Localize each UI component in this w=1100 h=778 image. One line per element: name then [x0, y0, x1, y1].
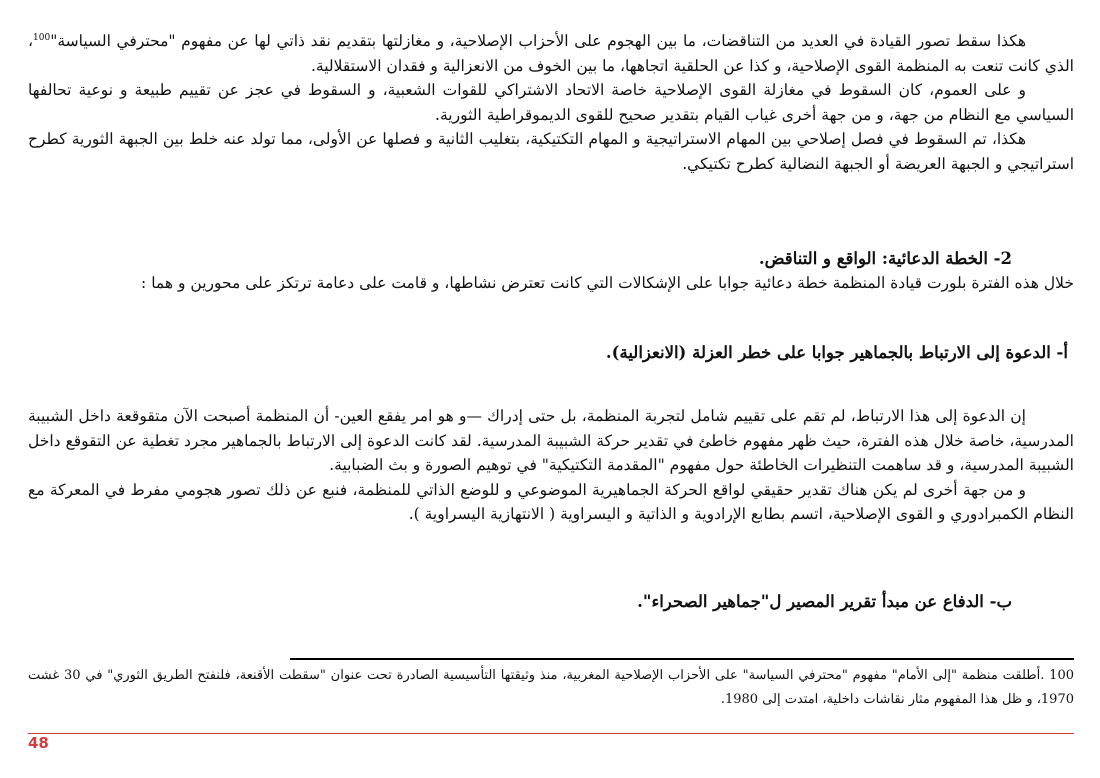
subsection-a-body — [28, 404, 1074, 527]
paragraph-1-part-a: هكذا سقط تصور القيادة في العديد من التناقضات، ما بين الهجوم على الأحزاب الإصلاحية، و مغازلتها بتقديم نقد ذاتي لها عن مفهوم "محترفي السياسة" — [50, 32, 1026, 50]
paragraph-2: و على العموم، كان السقوط في مغازلة القوى الإصلاحية خاصة الاتحاد الاشتراكي للقوات الشعبية، و السقوط في عجز عن تقييم طبيعة و نوعية تحالفها السياسي مع النظام من جهة، و من جهة أخرى غياب القيام بتقدير صحيح للقوى الديموقراطية الثورية. — [28, 81, 1074, 124]
footnote-separator — [290, 658, 1074, 660]
subsection-heading-b: ب- الدفاع عن مبدأ تقرير المصير ل"جماهير الصحراء". — [637, 592, 1012, 611]
footnote: 100 .أطلقت منظمة "إلى الأمام" مفهوم "محترفي السياسة" على الأحزاب الإصلاحية المغربية، منذ وثيقتها التأسيسية الصادرة تحت عنوان "سقطت الأقنعة، فلنفتح الطريق الثوري" في 30 غشت 1970، و ظل هذا المفهوم مثار نقاشات داخلية، امتدت إلى 1980. — [28, 668, 1074, 707]
page-bottom-rule — [28, 733, 1074, 734]
page-number: 48 — [28, 734, 49, 752]
section-heading-2: 2- الخطة الدعائية: الواقع و التناقض. — [758, 249, 1012, 268]
paragraph-5: إن الدعوة إلى هذا الارتباط، لم تقم على تقييم شامل لتجربة المنظمة، بل حتى إدراك —و هو امر يفقع العين- أن المنظمة أصبحت الآن متقوقعة داخل الشبيبة المدرسية، خاصة خلال هذه الفترة، حيث ظهر مفهوم خاطئ في تقدير حركة الشبيبة المدرسية. لقد كانت الدعوة إلى الارتباط بالجماهير مجرد تغطية عن التقوقع داخل الشبيبة المدرسية، و قد ساهمت التنظيرات الخاطئة حول مفهوم "المقدمة التكتيكية" في توهيم الصورة و بث الضبابية. — [28, 407, 1074, 474]
paragraph-4: خلال هذه الفترة بلورت قيادة المنظمة خطة دعائية جوابا على الإشكالات التي كانت تعترض نشاطها، و قامت على دعامة ترتكز على محورين و هما : — [141, 274, 1074, 292]
paragraph-1-block — [28, 29, 1074, 176]
paragraph-6: و من جهة أخرى لم يكن هناك تقدير حقيقي لواقع الحركة الجماهيرية الموضوعي و للوضع الذاتي للمنظمة، فنبع عن ذلك تصور هجومي مفرط في المعركة مع النظام الكمبرادوري و القوى الإصلاحية، اتسم بطابع الإرادوية و الذاتية و اليسراوية ( الانتهازية اليسراوية ). — [28, 480, 1074, 523]
subsection-a-block — [28, 341, 1074, 365]
section-2-block — [28, 247, 1074, 296]
paragraph-1-part-b: ، الذي كانت تنعت به المنظمة القوى الإصلاحية، و كذا عن الحلقية اتجاهها، ما بين الخوف من الانعزالية و فقدان الاستقلالية. — [28, 32, 1074, 75]
paragraph-1 — [28, 29, 1074, 78]
paragraph-3: هكذا، تم السقوط في فصل إصلاحي بين المهام الاستراتيجية و المهام التكتيكية، بتغليب الثانية و فصلها عن الأولى، مما تولد عنه خلط بين الجبهة الثورية كطرح استراتيجي و الجبهة العريضة أو الجبهة النضالية كطرح تكتيكي. — [28, 130, 1074, 173]
subsection-heading-a: أ- الدعوة إلى الارتباط بالجماهير جوابا على خطر العزلة (الانعزالية). — [605, 343, 1068, 362]
footnote-reference[interactable]: 100 — [33, 32, 51, 43]
subsection-b-block — [28, 590, 1074, 614]
